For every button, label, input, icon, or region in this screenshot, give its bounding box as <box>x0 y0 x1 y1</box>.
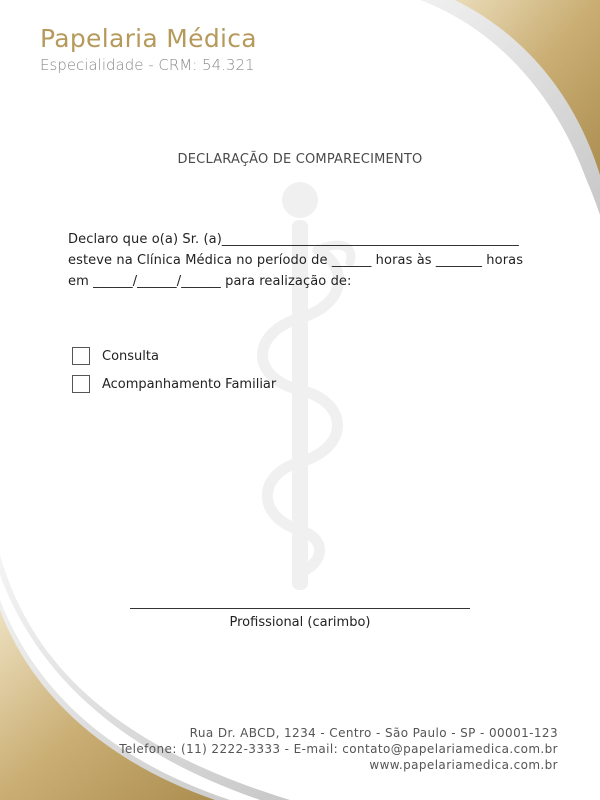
declaration-line-name: Declaro que o(a) Sr. (a)_____________________________________________ <box>68 232 519 247</box>
footer-address: Rua Dr. ABCD, 1234 - Centro - São Paulo - SP - 00001-123 <box>189 726 558 740</box>
brand-title: Papelaria Médica <box>40 24 257 53</box>
declaration-line-period: esteve na Clínica Médica no período de ______ horas às _______ horas <box>68 253 524 268</box>
option-acompanhamento-label: Acompanhamento Familiar <box>102 376 277 392</box>
option-consulta[interactable] <box>72 347 159 365</box>
signature-label: Profissional (carimbo) <box>229 615 371 630</box>
declaration-line-date: em ______/______/______ para realização de: <box>68 274 352 289</box>
signature-line <box>130 608 470 609</box>
footer-contact: Telefone: (11) 2222-3333 - E-mail: contato@papelariamedica.com.br <box>119 742 558 756</box>
document-title: DECLARAÇÃO DE COMPARECIMENTO <box>177 152 423 167</box>
option-consulta-label: Consulta <box>102 348 159 364</box>
brand-subtitle: Especialidade - CRM: 54.321 <box>40 56 255 74</box>
checkbox-acompanhamento[interactable] <box>72 375 90 393</box>
option-acompanhamento[interactable] <box>72 375 276 393</box>
footer-website: www.papelariamedica.com.br <box>369 758 558 772</box>
checkbox-consulta[interactable] <box>72 347 90 365</box>
